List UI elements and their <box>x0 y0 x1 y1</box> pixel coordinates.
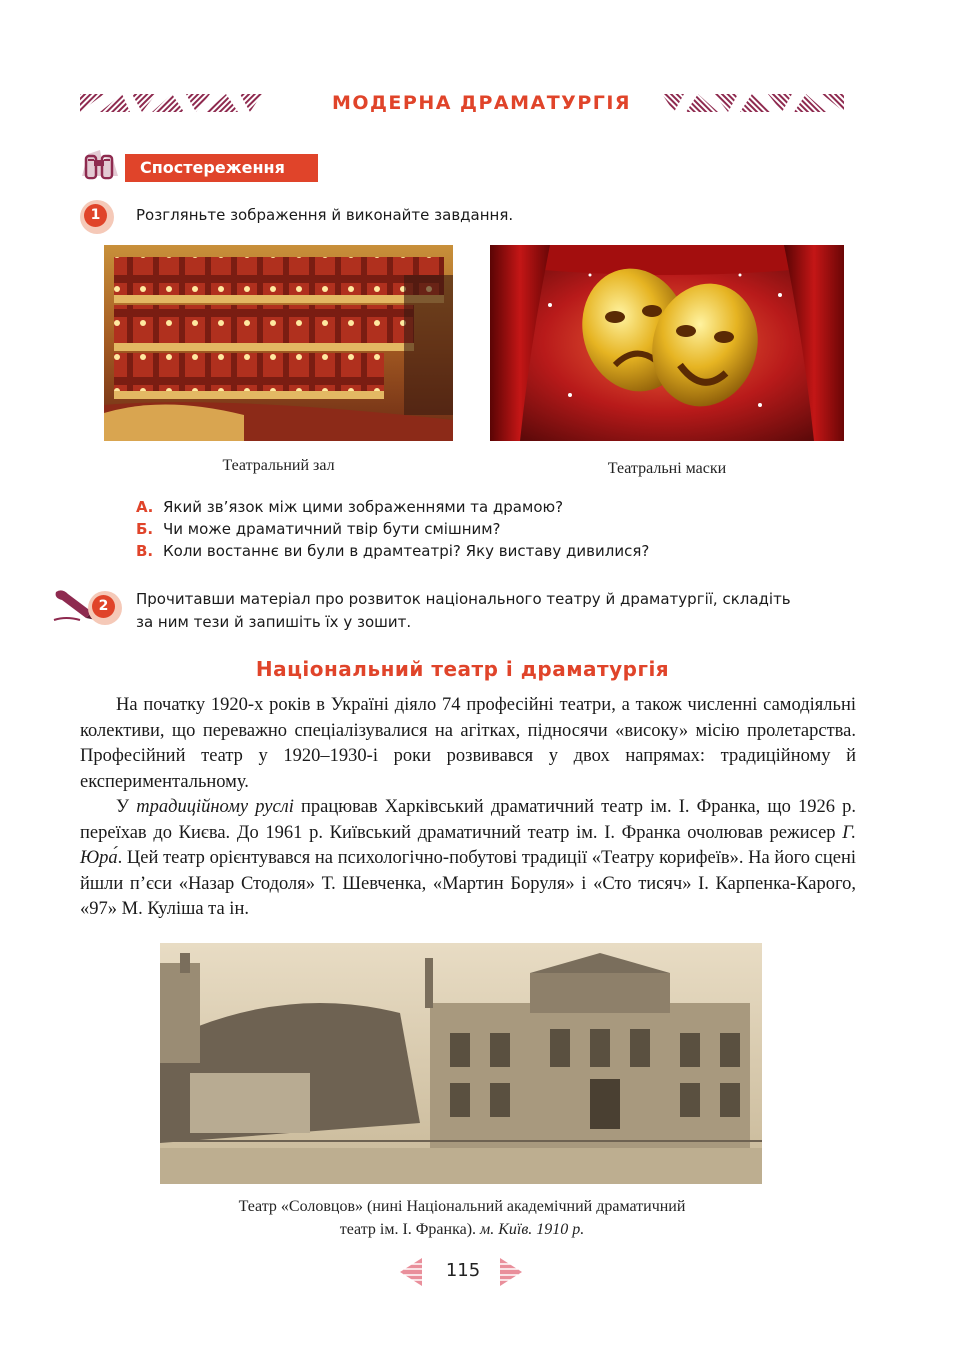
solovtsov-theatre-photo <box>160 943 762 1184</box>
paragraph: У традиційному руслі працював Харківський драматичний театр ім. І. Франка, що 1926 р. переїхав до Києва. До 1961 р. Київський драматичний театр ім. І. Франка очолював режисер Г. Юра́. Цей театр орієнтувався на психологічно-побутові традиції «Театру корифеїв». На його сцені йшли п’єси «Назар Стодоля» Т. Шевченка, «Мартин Боруля» і «Сто тисяч» І. Карпенка-Карого, «97» М. Куліша та ін. <box>80 797 856 919</box>
header-ornament-right <box>662 92 844 114</box>
question-text: Який зв’язок між цими зображеннями та драмою? <box>163 498 564 516</box>
caption-line: театр ім. І. Франка). м. Київ. 1910 р. <box>339 1221 585 1238</box>
task-instruction-line: Прочитавши матеріал про розвиток національного театру й драматургії, складіть <box>136 590 791 608</box>
task-instruction: Розгляньте зображення й виконайте завдання. <box>136 206 514 224</box>
body-text <box>80 693 856 923</box>
list-item <box>136 540 649 562</box>
theatre-masks-photo <box>490 245 844 441</box>
task-instruction-line: за ним тези й запишіть їх у зошит. <box>136 613 412 631</box>
task-instruction <box>136 588 791 634</box>
section-title: Національний театр і драматургія <box>255 657 670 681</box>
page-ornament-right-icon <box>500 1258 522 1286</box>
task-number: 2 <box>92 595 115 618</box>
question-letter: В. <box>136 542 154 560</box>
binoculars-icon <box>78 146 122 188</box>
question-text: Чи може драматичний твір бути смішним? <box>163 520 501 538</box>
question-list <box>136 496 649 562</box>
task-number-badge <box>88 591 122 625</box>
page-header-title: МОДЕРНА ДРАМАТУРГІЯ <box>331 92 632 114</box>
photo-caption-hall: Театральний зал <box>222 457 335 474</box>
photo-caption-solovtsov <box>120 1195 804 1241</box>
photo-caption-masks: Театральні маски <box>607 460 727 477</box>
caption-line: Театр «Соловцов» (нині Національний академічний драматичний <box>238 1198 686 1215</box>
list-item <box>136 518 649 540</box>
page-ornament-left-icon <box>400 1258 422 1286</box>
question-letter: А. <box>136 498 154 516</box>
list-item <box>136 496 649 518</box>
paragraph: На початку 1920-х років в Україні діяло 74 професійні театри, а також численні самодіяльні колективи, що переважно спеціалізувалися на агітках, підносячи «високу» місію пролетарства. Професійний театр у 1920–1930-і роки розвивався у двох напрямах: традиційному й експериментальному. <box>80 695 856 792</box>
question-letter: Б. <box>136 520 154 538</box>
task-number: 1 <box>84 204 107 227</box>
theatre-hall-photo <box>104 245 453 441</box>
page-number: 115 <box>445 1260 481 1281</box>
task-number-badge <box>80 200 114 234</box>
observation-label: Спостереження <box>125 154 318 182</box>
question-text: Коли востаннє ви були в драмтеатрі? Яку виставу дивилися? <box>163 542 650 560</box>
